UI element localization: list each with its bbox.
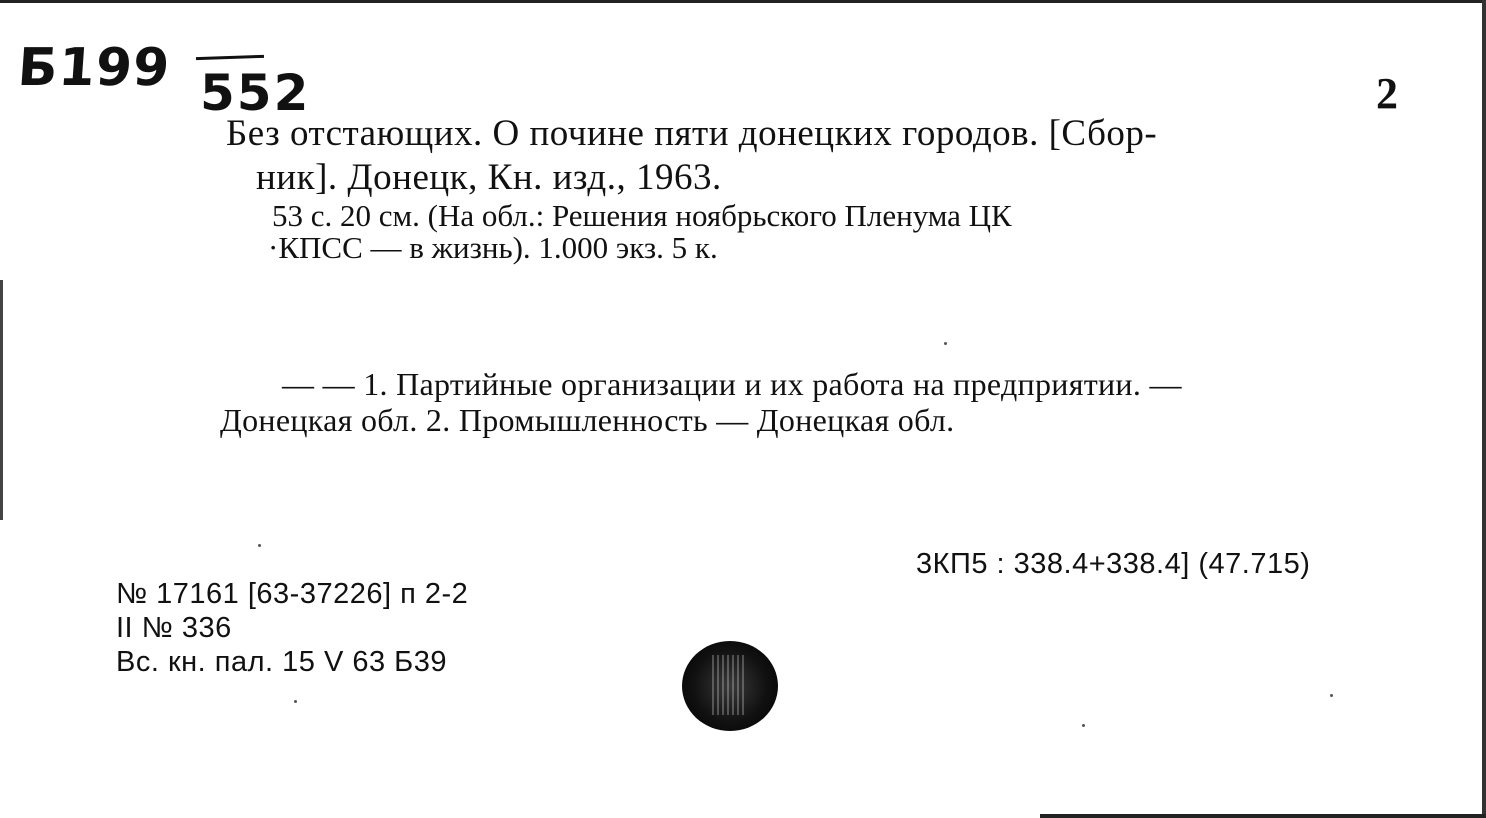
classification-code: 3КП5 : 338.4+338.4] (47.715) bbox=[916, 548, 1311, 580]
publication-info-line-3: Вс. кн. пал. 15 V 63 Б39 bbox=[116, 646, 447, 678]
publication-info-line-1: № 17161 [63-37226] п 2-2 bbox=[116, 578, 469, 610]
subject-headings-line-1: — — 1. Партийные организации и их работа на предприятии. — bbox=[282, 366, 1182, 402]
card-bottom-edge bbox=[1040, 814, 1486, 818]
title-line-1: Без отстающих. О почине пяти донецких городов. [Сбор- bbox=[226, 113, 1158, 154]
subject-headings-line-2: Донецкая обл. 2. Промышленность — Донецкая обл. bbox=[220, 402, 955, 438]
paper-speck bbox=[944, 342, 947, 345]
card-number: 2 bbox=[1376, 69, 1398, 118]
handwritten-call-number: Б199 bbox=[15, 38, 173, 98]
card-left-edge bbox=[0, 280, 3, 520]
title-line-2: ник]. Донецк, Кн. изд., 1963. bbox=[256, 157, 722, 198]
description-line-1: 53 с. 20 см. (На обл.: Решения ноябрьского Пленума ЦК bbox=[272, 198, 1012, 233]
handwritten-shelf-mark: 552 bbox=[200, 64, 311, 122]
publication-info-line-2: II № 336 bbox=[116, 612, 232, 644]
paper-speck bbox=[1082, 724, 1085, 727]
paper-speck bbox=[258, 544, 261, 547]
card-punch-hole bbox=[682, 641, 778, 731]
paper-speck bbox=[294, 700, 297, 703]
card-right-edge bbox=[1482, 0, 1486, 818]
card-top-edge bbox=[0, 0, 1486, 3]
paper-speck bbox=[1330, 694, 1333, 697]
description-line-2: ·КПСС — в жизнь). 1.000 экз. 5 к. bbox=[268, 230, 718, 265]
shelf-mark-overline bbox=[196, 55, 264, 60]
